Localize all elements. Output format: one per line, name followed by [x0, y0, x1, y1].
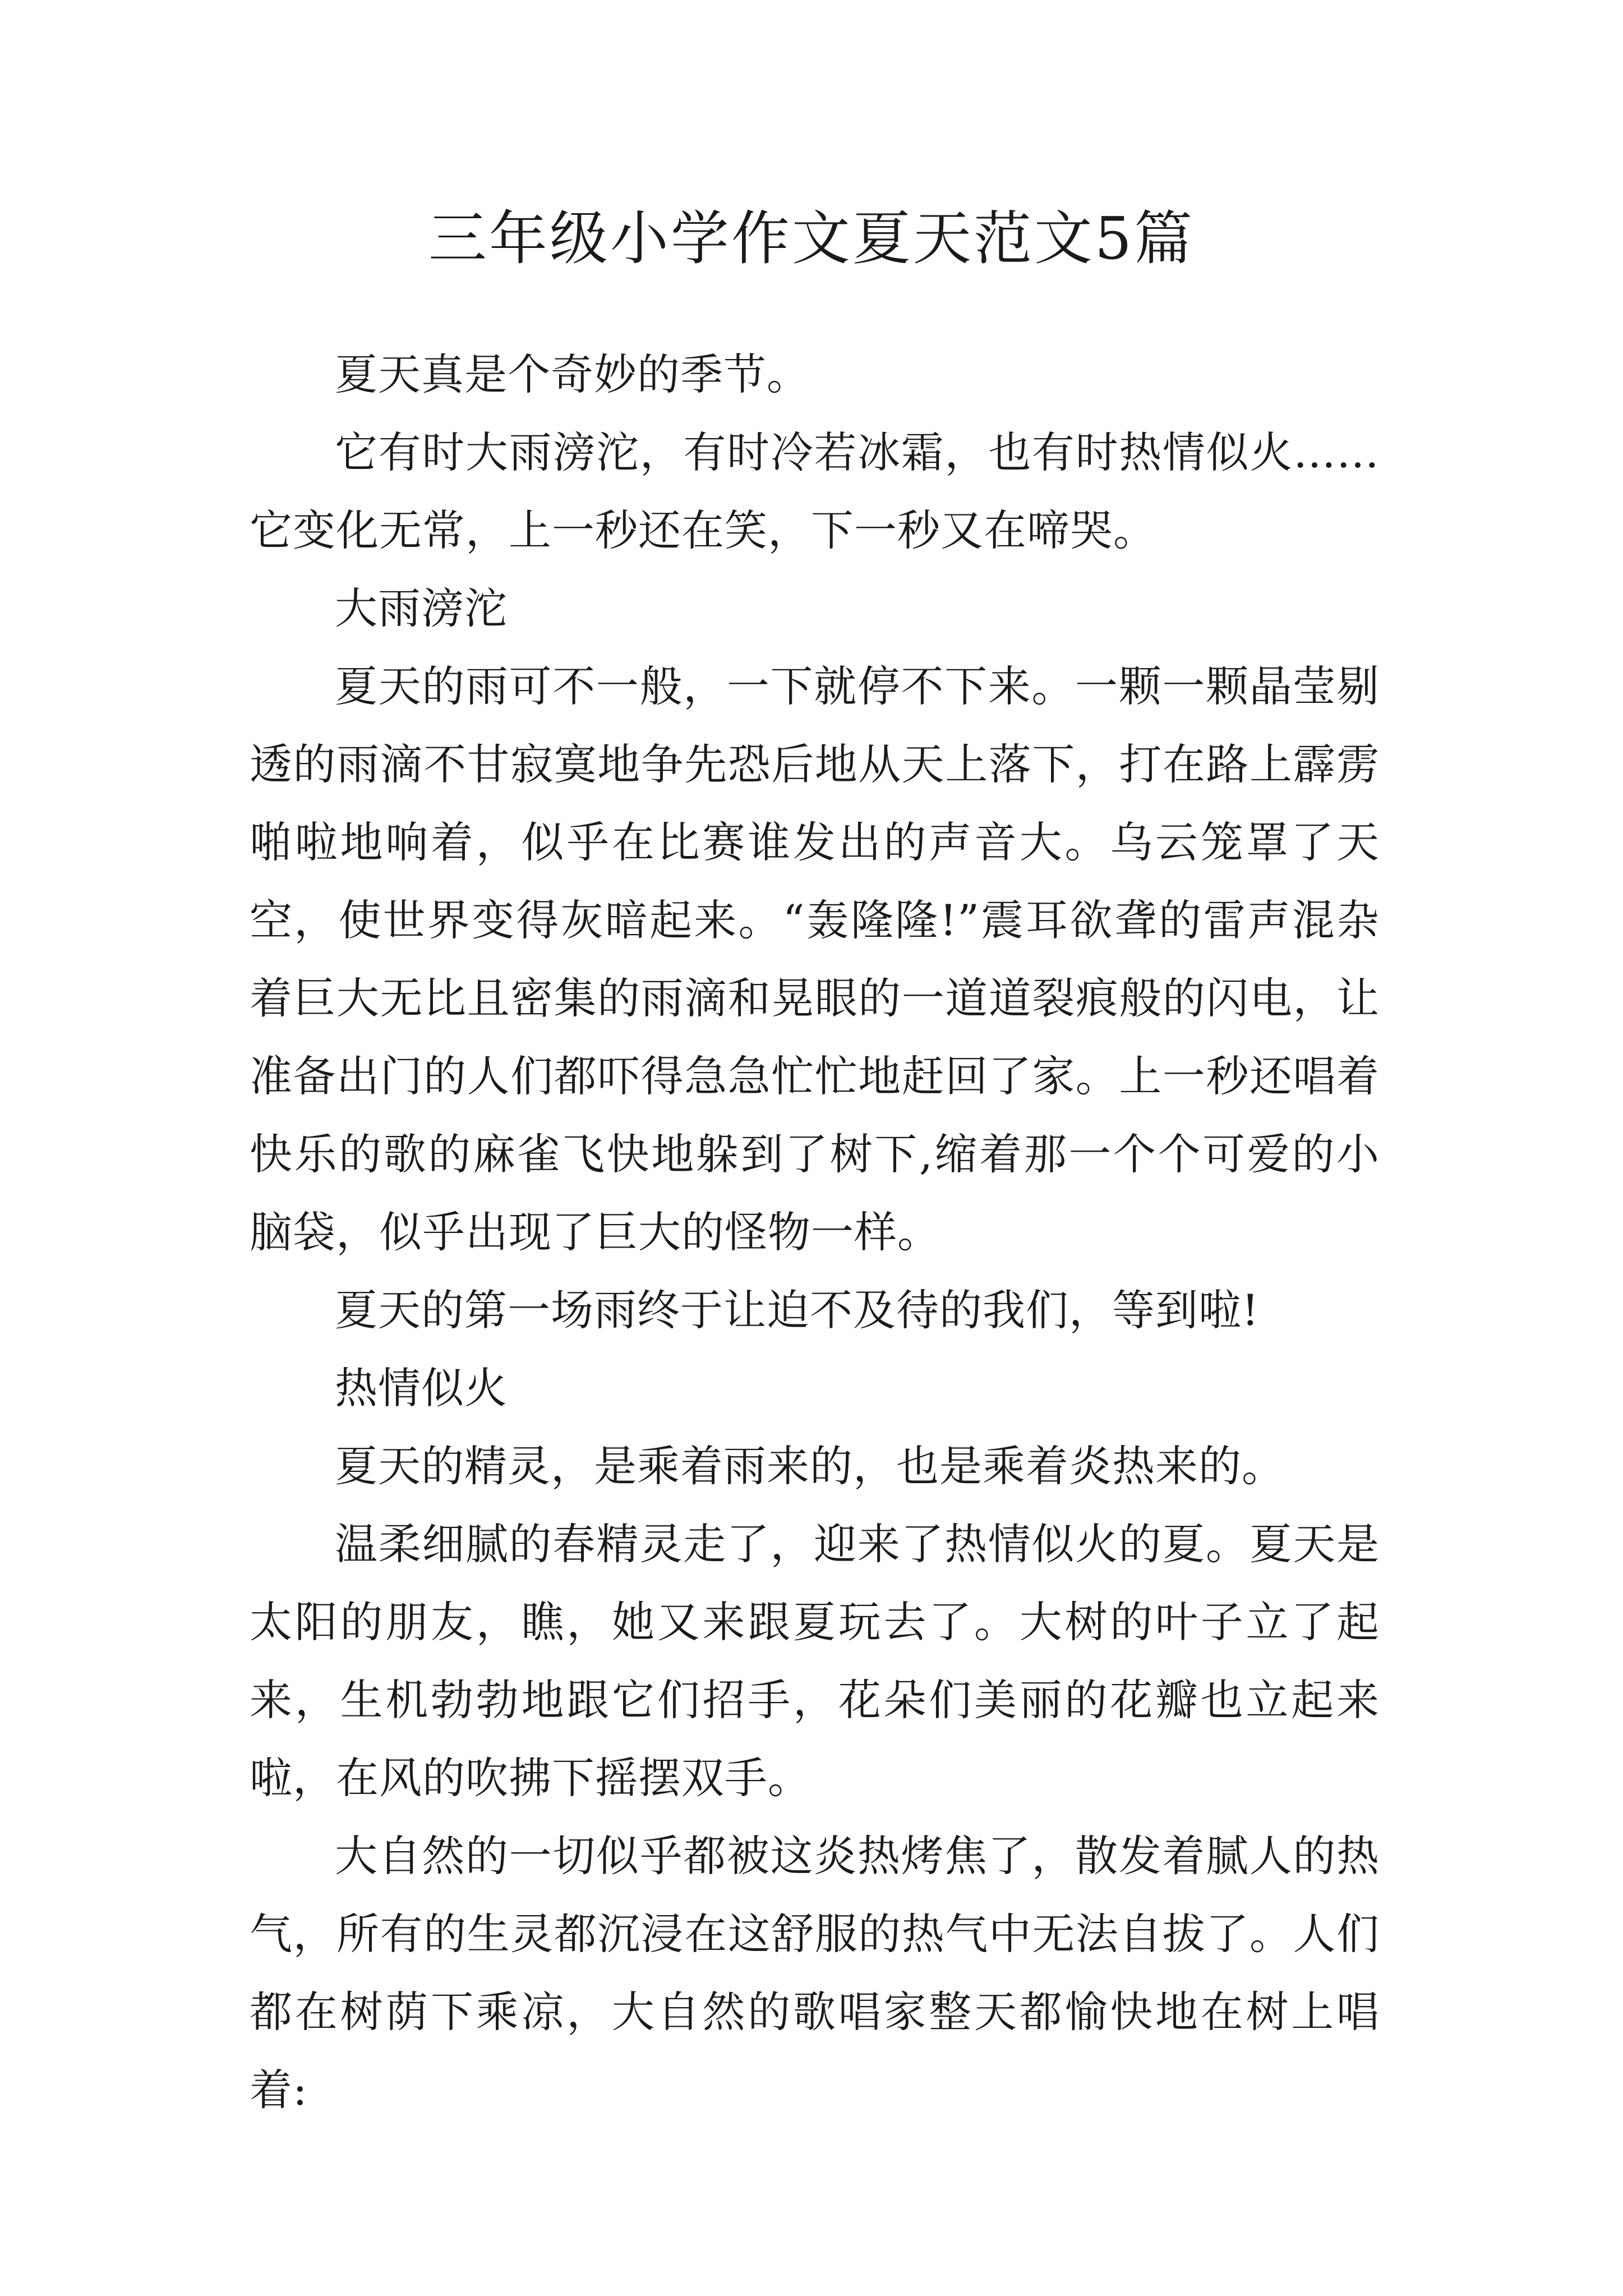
- paragraph: 夏天的精灵，是乘着雨来的，也是乘着炎热来的。: [335, 1441, 1285, 1491]
- document-title: 三年级小学作文夏天范文5篇: [428, 204, 1195, 273]
- document-body: [250, 335, 1380, 2129]
- paragraph: 夏天的第一场雨终于让迫不及待的我们，等到啦!: [335, 1285, 1260, 1335]
- section-heading: 大雨滂沱: [335, 583, 508, 633]
- paragraph: 温柔细腻的春精灵走了，迎来了热情似火的夏。夏天是太阳的朋友，瞧，她又来跟夏玩去了。大树的叶子立了起来，生机勃勃地跟它们招手，花朵们美丽的花瓣也立起来啦，在风的吹拂下摇摆双手。: [250, 1519, 1380, 1803]
- paragraph: 大自然的一切似乎都被这炎热烤焦了，散发着腻人的热气，所有的生灵都沉浸在这舒服的热气中无法自拔了。人们都在树荫下乘凉，大自然的歌唱家整天都愉快地在树上唱着:: [250, 1831, 1380, 2115]
- paragraph: 夏天的雨可不一般，一下就停不下来。一颗一颗晶莹剔透的雨滴不甘寂寞地争先恐后地从天上落下，打在路上霹雳啪啦地响着，似乎在比赛谁发出的声音大。乌云笼罩了天空，使世界变得灰暗起来。“轰隆隆!”震耳欲聋的雷声混杂着巨大无比且密集的雨滴和晃眼的一道道裂痕般的闪电，让准备出门的人们都吓得急急忙忙地赶回了家。上一秒还唱着快乐的歌的麻雀飞快地躲到了树下,缩着那一个个可爱的小脑袋，似乎出现了巨大的怪物一样。: [250, 661, 1380, 1257]
- section-heading: 热情似火: [335, 1363, 508, 1413]
- paragraph: 夏天真是个奇妙的季节。: [335, 349, 810, 399]
- paragraph: 它有时大雨滂沱，有时冷若冰霜，也有时热情似火……它变化无常，上一秒还在笑，下一秒又在啼哭。: [250, 427, 1380, 555]
